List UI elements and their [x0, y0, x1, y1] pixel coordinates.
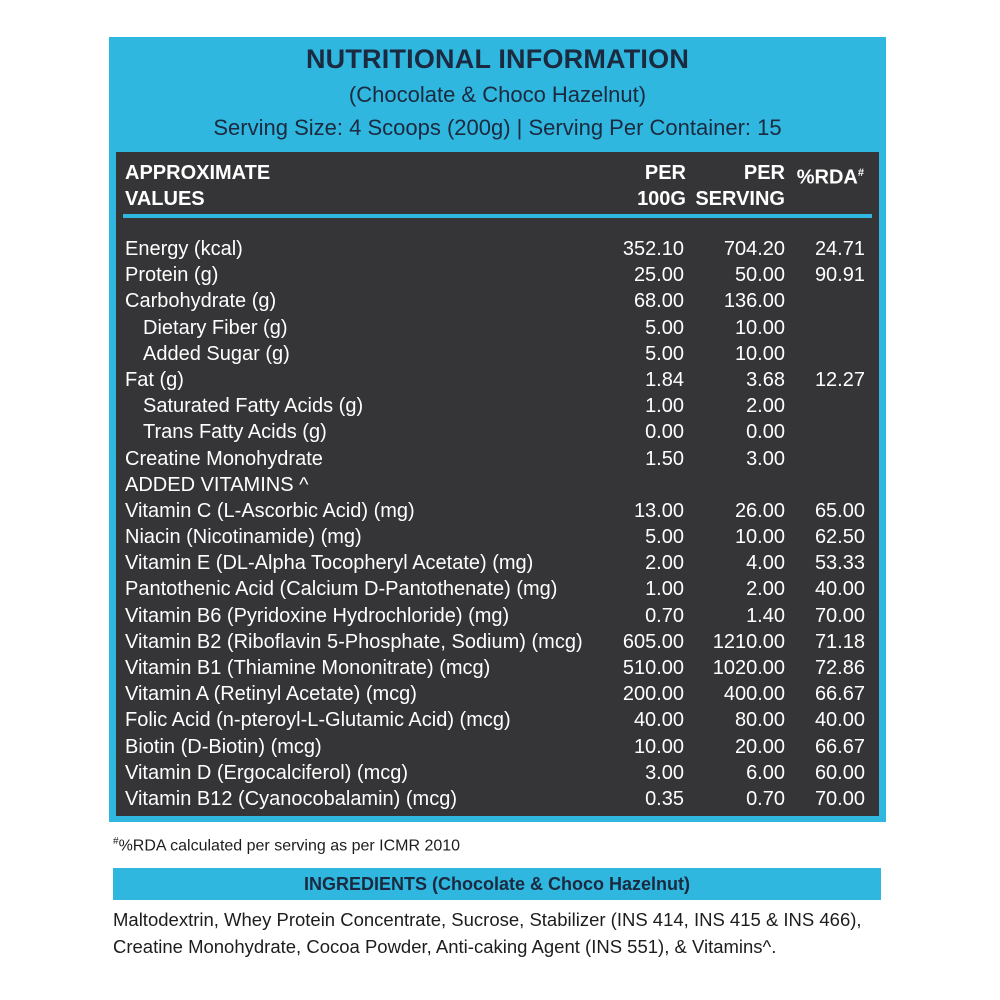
value-per-100g: 5.00 — [645, 316, 684, 339]
nutrient-name: Vitamin E (DL-Alpha Tocopheryl Acetate) (mg) — [125, 552, 534, 575]
ingredients-heading: INGREDIENTS (Chocolate & Choco Hazelnut) — [113, 868, 881, 900]
column-header-values: APPROXIMATE VALUES — [125, 162, 271, 210]
value-rda: 62.50 — [814, 526, 865, 549]
table-row — [116, 550, 879, 576]
serving-info: Serving Size: 4 Scoops (200g) | Serving Per Container: 15 — [213, 115, 782, 140]
nutrient-name: Protein (g) — [125, 264, 219, 287]
nutrient-name: Carbohydrate (g) — [125, 290, 277, 313]
table-row — [116, 472, 879, 498]
value-per-100g: 1.84 — [645, 368, 684, 391]
table-header — [116, 152, 879, 222]
table-row — [116, 367, 879, 393]
value-per-100g: 5.00 — [645, 526, 684, 549]
value-rda: 90.91 — [814, 264, 865, 287]
table-row — [116, 734, 879, 760]
nutrient-name: Fat (g) — [125, 368, 184, 391]
table-row — [116, 576, 879, 602]
table-row — [116, 315, 879, 341]
nutrient-name: Vitamin D (Ergocalciferol) (mcg) — [125, 761, 409, 784]
value-per-serving: 400.00 — [723, 683, 785, 706]
table-row — [116, 786, 879, 812]
table-row — [116, 655, 879, 681]
rda-footnote-mark: # — [857, 167, 864, 179]
nutrient-name: Saturated Fatty Acids (g) — [143, 395, 364, 418]
table-row — [116, 629, 879, 655]
value-per-serving: 1020.00 — [712, 657, 785, 679]
column-header-rda: %RDA# — [796, 166, 864, 189]
value-per-100g: 200.00 — [622, 683, 684, 706]
table-row — [116, 341, 879, 367]
table-row — [116, 446, 879, 472]
value-per-serving: 6.00 — [746, 761, 785, 784]
table-row — [116, 236, 879, 262]
nutrient-name: Folic Acid (n-pteroyl-L-Glutamic Acid) (mcg) — [125, 709, 511, 732]
value-per-serving: 50.00 — [734, 264, 785, 287]
value-per-100g: 0.00 — [645, 421, 684, 444]
nutrient-name: Vitamin B2 (Riboflavin 5-Phosphate, Sodium) (mcg) — [125, 630, 583, 653]
value-per-100g: 605.00 — [622, 630, 684, 653]
value-per-100g: 10.00 — [633, 735, 684, 758]
value-per-100g: 40.00 — [633, 709, 684, 732]
table-row — [116, 393, 879, 419]
table-row — [116, 760, 879, 786]
value-per-100g: 352.10 — [622, 238, 684, 260]
value-per-serving: 704.20 — [723, 238, 785, 260]
nutrient-name: Pantothenic Acid (Calcium D-Pantothenate) (mg) — [125, 578, 558, 601]
value-per-100g: 510.00 — [622, 657, 684, 679]
table-row — [116, 419, 879, 445]
value-rda: 24.71 — [814, 238, 865, 260]
value-rda: 12.27 — [814, 368, 865, 391]
value-per-100g: 0.70 — [645, 604, 684, 627]
value-rda: 66.67 — [814, 683, 865, 706]
value-rda: 40.00 — [814, 578, 865, 601]
nutrient-name: Energy (kcal) — [125, 238, 243, 260]
nutrient-name: Added Sugar (g) — [143, 342, 290, 365]
value-per-100g: 13.00 — [633, 499, 684, 522]
nutrition-title: NUTRITIONAL INFORMATION — [305, 44, 690, 74]
nutrient-name: Biotin (D-Biotin) (mcg) — [125, 735, 322, 758]
table-row — [116, 524, 879, 550]
nutrient-name: Vitamin C (L-Ascorbic Acid) (mg) — [125, 499, 415, 522]
value-per-serving: 20.00 — [734, 735, 785, 758]
flavour-subtitle: (Chocolate & Choco Hazelnut) — [348, 82, 647, 107]
value-rda: 70.00 — [814, 604, 865, 627]
value-per-serving: 1210.00 — [712, 630, 785, 653]
value-per-serving: 3.00 — [746, 447, 785, 470]
table-row — [116, 707, 879, 733]
nutrient-name: Trans Fatty Acids (g) — [143, 421, 327, 444]
value-per-serving: 4.00 — [746, 552, 785, 575]
nutrition-panel — [109, 37, 886, 822]
value-per-serving: 1.40 — [746, 604, 785, 627]
nutrient-name: Vitamin A (Retinyl Acetate) (mcg) — [125, 683, 417, 706]
value-per-serving: 10.00 — [734, 316, 785, 339]
value-per-100g: 68.00 — [633, 290, 684, 313]
value-per-100g: 1.50 — [645, 447, 684, 470]
nutrient-name: Dietary Fiber (g) — [143, 316, 288, 339]
nutrient-name: Niacin (Nicotinamide) (mg) — [125, 526, 362, 549]
value-per-100g: 0.35 — [645, 787, 684, 810]
value-per-100g: 3.00 — [645, 761, 684, 784]
rda-footnote: #%RDA calculated per serving as per ICMR 2010 — [113, 836, 461, 855]
value-per-100g: 1.00 — [645, 578, 684, 601]
value-per-serving: 0.00 — [746, 421, 785, 444]
value-rda: 40.00 — [814, 709, 865, 732]
value-per-100g: 25.00 — [633, 264, 684, 287]
nutrient-name: Vitamin B12 (Cyanocobalamin) (mcg) — [125, 787, 457, 810]
value-per-100g: 2.00 — [645, 552, 684, 575]
value-per-100g: 1.00 — [645, 395, 684, 418]
value-per-serving: 26.00 — [734, 499, 785, 522]
ingredients-text: Maltodextrin, Whey Protein Concentrate, Sucrose, Stabilizer (INS 414, INS 415 & INS 466), Creatine Monohydrate, Cocoa Powder, Anti-caking Agent (INS 551), & Vitamins^. — [113, 909, 862, 957]
nutrient-name: Vitamin B6 (Pyridoxine Hydrochloride) (mg) — [125, 604, 510, 627]
column-header-per-serving: PER SERVING — [695, 162, 785, 210]
value-rda: 71.18 — [814, 630, 865, 653]
nutrition-table — [116, 152, 879, 816]
value-per-100g: 5.00 — [645, 342, 684, 365]
table-row — [116, 288, 879, 314]
nutrient-name: Creatine Monohydrate — [125, 447, 323, 470]
header-divider — [123, 214, 872, 218]
value-rda: 70.00 — [814, 787, 865, 810]
column-header-per-100g: PER 100G — [637, 162, 686, 210]
value-rda: 72.86 — [814, 657, 865, 679]
value-rda: 66.67 — [814, 735, 865, 758]
value-rda: 60.00 — [814, 761, 865, 784]
value-per-serving: 2.00 — [746, 395, 785, 418]
value-per-serving: 0.70 — [746, 787, 785, 810]
table-row — [116, 262, 879, 288]
value-per-serving: 10.00 — [734, 342, 785, 365]
value-rda: 65.00 — [814, 499, 865, 522]
value-per-serving: 3.68 — [746, 368, 785, 391]
nutrient-name: ADDED VITAMINS ^ — [125, 473, 309, 496]
table-row — [116, 498, 879, 524]
table-row — [116, 603, 879, 629]
table-row — [116, 681, 879, 707]
value-per-serving: 2.00 — [746, 578, 785, 601]
nutrient-name: Vitamin B1 (Thiamine Mononitrate) (mcg) — [125, 657, 491, 679]
value-per-serving: 80.00 — [734, 709, 785, 732]
value-per-serving: 10.00 — [734, 526, 785, 549]
table-body — [116, 236, 879, 812]
value-rda: 53.33 — [814, 552, 865, 575]
value-per-serving: 136.00 — [723, 290, 785, 313]
